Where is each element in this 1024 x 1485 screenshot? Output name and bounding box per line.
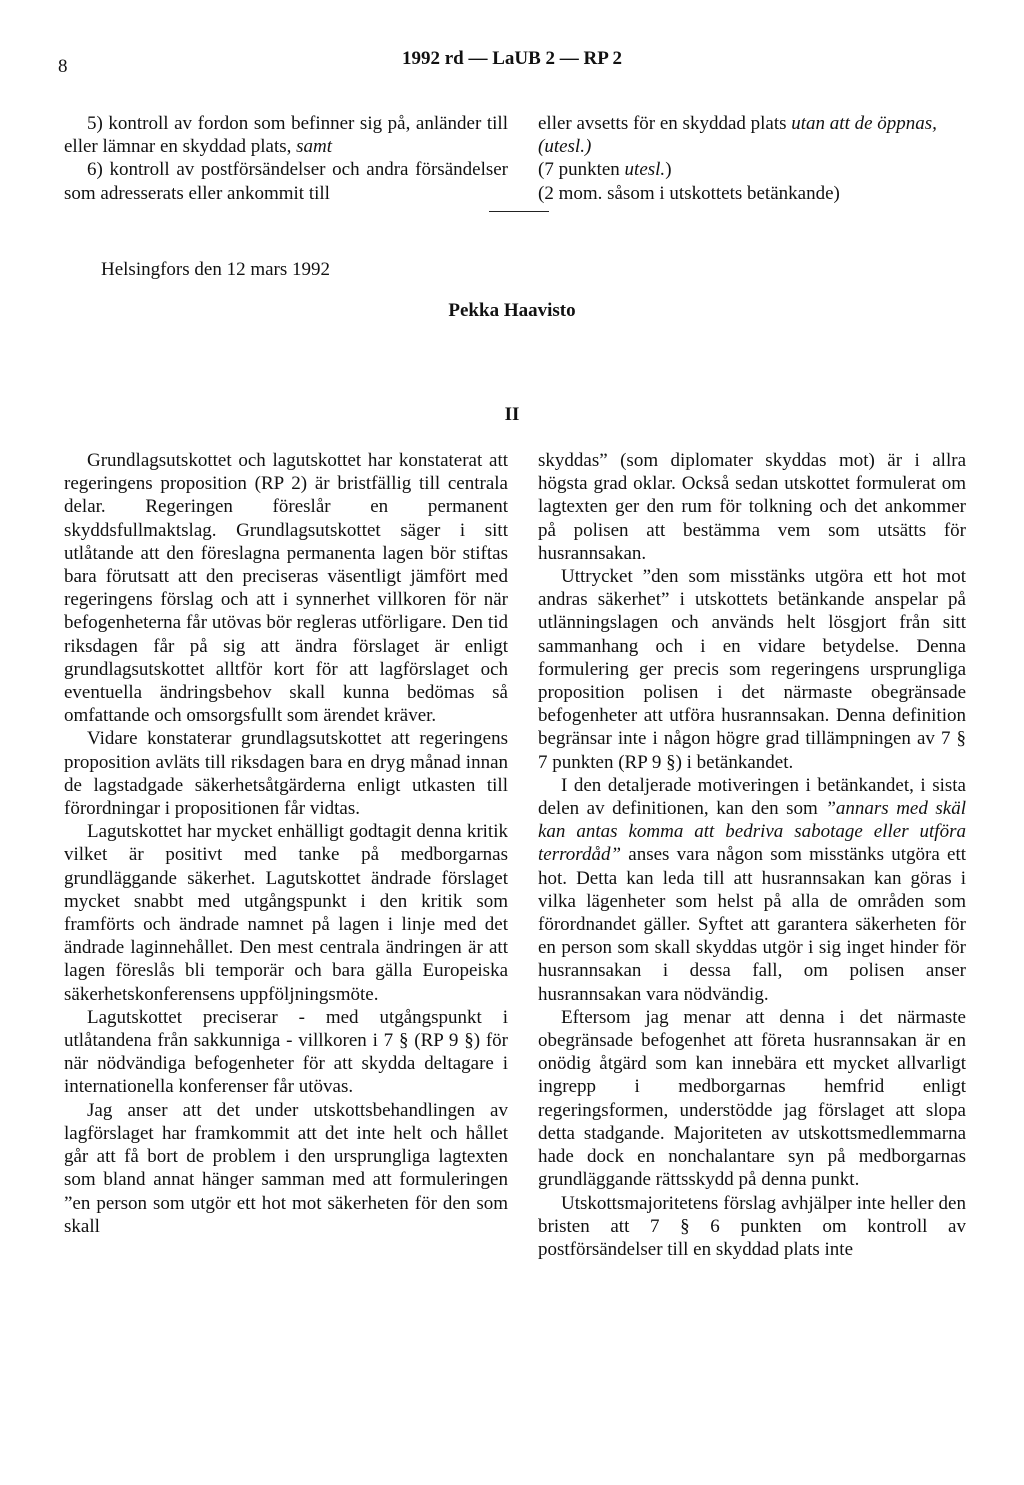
right-paragraph-4: Eftersom jag menar att denna i det närmaste obegränsade befogenhet att företa husrannsakan är en onödig åtgärd som kan innebära ett mycket allvarligt ingrepp i medborgarnas hemfrid enligt regeringsformen, understödde jag förslaget att slopa detta stadgande. Majoriteten av utskottsmedlemmarna hade dock en nonchalantare syn på medborgarnas grundläggande rättsskydd på denna punkt. xyxy=(538,1006,966,1191)
punkt-7-note xyxy=(538,158,966,181)
item-6: 6) kontroll av postförsändelser och andra försändelser som adresserats eller ankommit till xyxy=(64,159,508,204)
right-paragraph-3-quote: ”annars med skäl kan antas komma att bedriva sabotage eller utföra terrordåd” xyxy=(538,798,966,866)
punkt-7-italic: utesl. xyxy=(624,159,666,181)
mom-2-note: (2 mom. såsom i utskottets betänkande) xyxy=(538,182,840,204)
left-column xyxy=(64,449,508,1238)
right-paragraph-1: skyddas” (som diplomater skyddas mot) är i allra högsta grad oklar. Också sedan utskottet formulerat om lagtexten ger den rum för tolkning och det ankommer på polisen att bestämma vem som utsätts för husrannsakan. xyxy=(538,450,966,564)
left-paragraph-1: Grundlagsutskottet och lagutskottet har konstaterat att regeringens proposition (RP 2) är bristfällig till centrala delar. Regeringen föreslår en permanent skyddsfullmaktslag. Grundlagsutskottet säger i sitt utlåtande att den föreslagna permanenta lagen bör stiftas bara förutsatt att den preciseras väsentligt jämfört med regeringens förslag och att i synnerhet villkoren för när befogenheterna får utövas bör regleras utförligare. Den tid riksdagen får på sig att ändra förslaget är enligt grundlagsutskottet alltför kort för att lagförslaget och eventuella ändringsbehov skall kunna bedömas så omfattande och omsorgsfullt som ärendet kräver. xyxy=(64,450,508,727)
section-number: II xyxy=(504,404,520,425)
right-paragraph-5: Utskottsmajoritetens förslag avhjälper inte heller den bristen att 7 § 6 punkten om kontroll av postförsändelser till en skyddad plats inte xyxy=(538,1192,966,1260)
page-number: 8 xyxy=(58,56,68,77)
separator-rule xyxy=(489,211,549,212)
left-paragraph-4: Lagutskottet preciserar - med utgångspunkt i utlåtandena från sakkunniga - villkoren i 7 § (RP 9 §) för när nödvändiga befogenheter för att skydda deltagare i internationella konferenser får utövas. xyxy=(64,1006,508,1098)
right-paragraph-3-end: anses vara någon som misstänks utgöra ett hot. Detta kan leda till att husrannsakan kan göras i vilka lägenheter som helst på alla de områden som förordnandet gäller. Syftet att garantera säkerheten för en person som skall skyddas utgör i sig inget hinder för husrannsakan i dessa fall, om polisen anser husrannsakan vara nödvändig. xyxy=(538,844,967,1005)
top-left-column xyxy=(64,112,508,205)
item-5-text: 5) kontroll av fordon som befinner sig på, anländer till eller lämnar en skyddad plats, xyxy=(64,113,508,158)
item-5 xyxy=(64,112,508,158)
punkt-7-text: (7 punkten xyxy=(538,159,620,181)
right-paragraph-2: Uttrycket ”den som misstänks utgöra ett hot mot andras säkerhet” i utskottets betänkande anspelar på utlänningslagen och används helt lösgjort från sitt sammanhang och i en vidare betydelse. Denna formulering ger precis som regeringens ursprungliga proposition polisen i det närmaste obegränsade befogenheter att utföra husrannsakan. Denna definition begränsar inte i någon högre grad tillämpningen av 7 § 7 punkten (RP 9 §) i betänkandet. xyxy=(538,566,966,773)
item-6-cont-italic: utan att de öppnas, (utesl.) xyxy=(538,113,937,158)
item-5-italic: samt xyxy=(296,136,333,158)
left-paragraph-5: Jag anser att det under utskottsbehandlingen av lagförslaget har framkommit att det inte helt och hållet går att få bort de problem i den ursprungliga lagtexten som bland annat hänger samman med att formuleringen ”en person som utgör ett hot mot säkerheten för den som skall xyxy=(64,1099,508,1237)
right-column xyxy=(538,449,966,1261)
item-6-cont-text: eller avsetts för en skyddad plats xyxy=(538,113,787,134)
right-paragraph-3-start: I den detaljerade motiveringen i betänkandet, i sista delen av definitionen, kan den som xyxy=(538,774,966,820)
signature: Pekka Haavisto xyxy=(448,300,576,321)
right-paragraph-3 xyxy=(538,774,966,1006)
left-paragraph-3: Lagutskottet har mycket enhälligt godtagit denna kritik vilket är positivt med tanke på medborgarnas grundläggande säkerhet. Lagutskottet ändrade förslaget mycket snabbt med utgångspunkt i den kritik som framförts och ändrade namnet på lagen i linje med det ändrade laginnehållet. Den mest centrala ändringen är att lagen föreslås bli temporär och bara gälla Europeiska säkerhetskonferensens uppföljningsmöte. xyxy=(64,821,508,1005)
running-head: 1992 rd — LaUB 2 — RP 2 xyxy=(401,48,623,69)
punkt-7-close: ) xyxy=(665,159,672,181)
dateline: Helsingfors den 12 mars 1992 xyxy=(101,259,331,280)
item-6-continuation xyxy=(538,112,966,158)
left-paragraph-2: Vidare konstaterar grundlagsutskottet att regeringens proposition avläts till riksdagen bara en dryg månad innan de lagstadgade säkerhetsåtgärderna enligt utkasten till förordningar i propositionen får vidtas. xyxy=(64,728,508,820)
top-right-column xyxy=(538,112,966,205)
